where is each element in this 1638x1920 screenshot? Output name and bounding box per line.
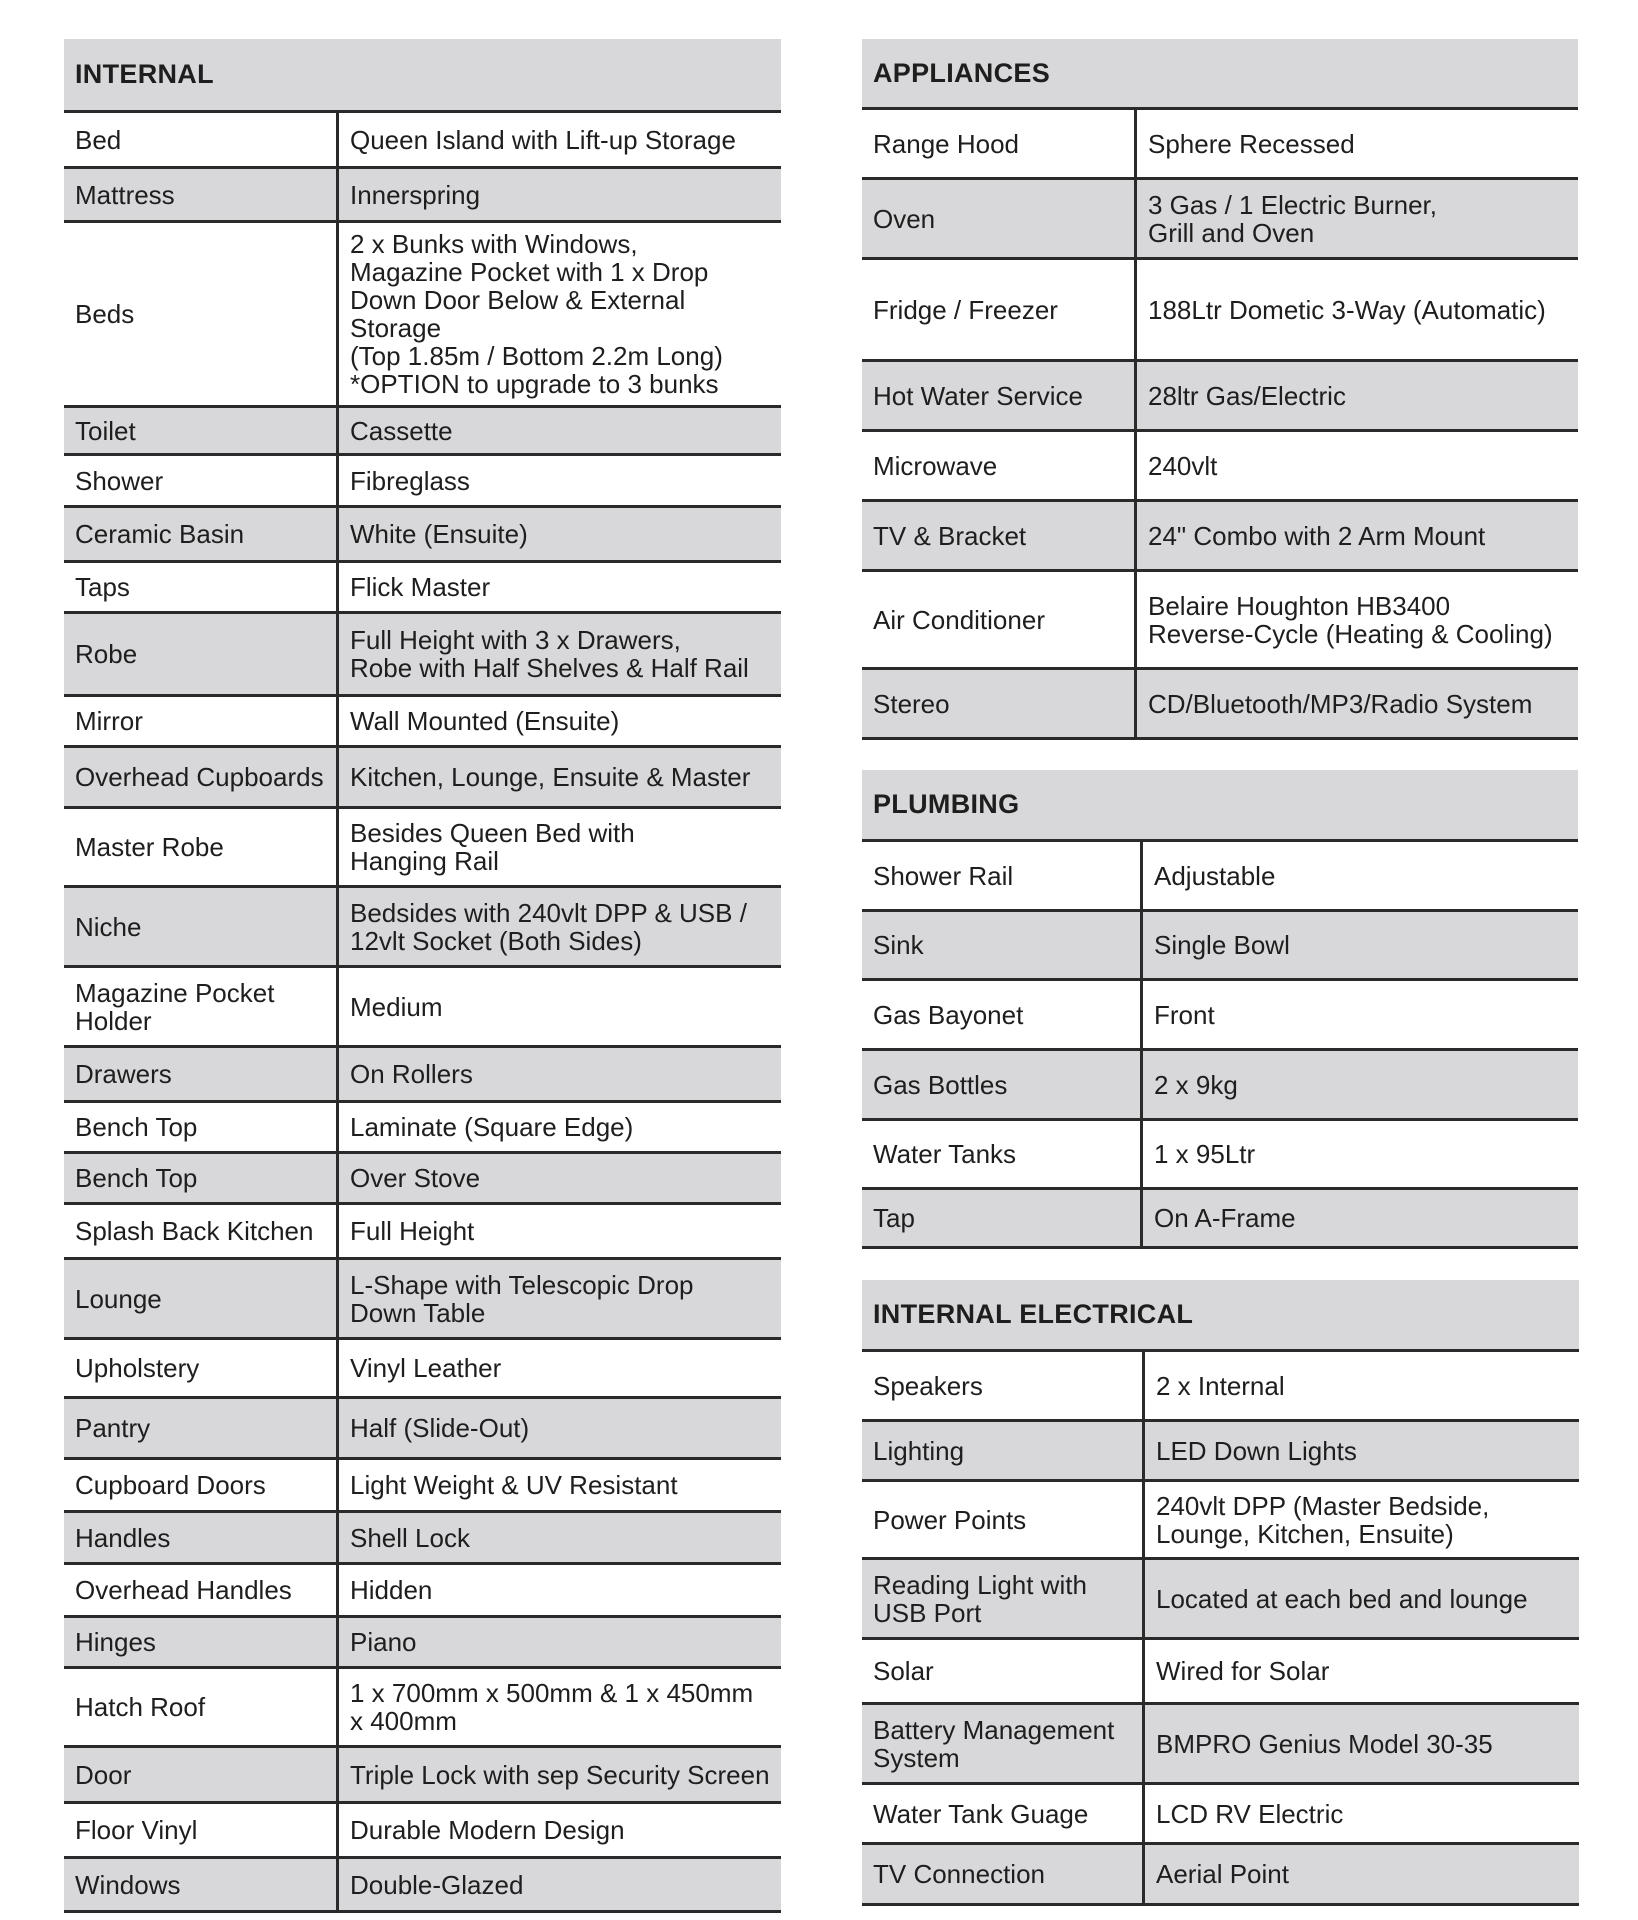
spec-label: Floor Vinyl <box>64 1804 339 1856</box>
spec-value: White (Ensuite) <box>350 519 528 549</box>
spec-label: Fridge / Freezer <box>862 260 1137 359</box>
spec-label: Shower <box>64 456 339 505</box>
spec-label: Range Hood <box>862 110 1137 177</box>
spec-label: Reading Light with USB Port <box>862 1560 1145 1637</box>
table-row <box>862 1845 1579 1906</box>
internal-section-title: INTERNAL <box>64 39 781 113</box>
spec-label: Cupboard Doors <box>64 1460 339 1510</box>
table-row <box>64 1618 781 1669</box>
table-row <box>862 1705 1579 1785</box>
spec-label: Power Points <box>862 1482 1145 1557</box>
spec-label: Ceramic Basin <box>64 508 339 560</box>
table-row <box>64 563 781 614</box>
spec-label: Bench Top <box>64 1154 339 1202</box>
spec-value: L-Shape with Telescopic Drop Down Table <box>350 1269 694 1328</box>
spec-label: Drawers <box>64 1048 339 1100</box>
table-row <box>64 113 781 169</box>
spec-value: Bedsides with 240vlt DPP & USB / 12vlt Socket (Both Sides) <box>350 897 747 956</box>
table-row <box>64 1399 781 1460</box>
spec-value: On Rollers <box>350 1059 473 1089</box>
spec-value: Flick Master <box>350 572 491 602</box>
spec-label: Mirror <box>64 697 339 745</box>
plumbing-spec-table <box>862 770 1578 1249</box>
spec-label: Air Conditioner <box>862 572 1137 667</box>
table-row <box>862 842 1578 912</box>
plumbing-section-title: PLUMBING <box>862 770 1578 842</box>
table-row <box>64 1565 781 1618</box>
spec-value: BMPRO Genius Model 30-35 <box>1156 1728 1493 1759</box>
table-row <box>64 456 781 508</box>
spec-label: Hinges <box>64 1618 339 1666</box>
spec-value: Wired for Solar <box>1156 1656 1330 1686</box>
table-row <box>862 1560 1579 1640</box>
spec-label: Lounge <box>64 1260 339 1337</box>
spec-value: Aerial Point <box>1156 1859 1289 1889</box>
table-row <box>64 223 781 408</box>
internal-electrical-section-title: INTERNAL ELECTRICAL <box>862 1280 1579 1352</box>
spec-label: Upholstery <box>64 1340 339 1396</box>
spec-value: Wall Mounted (Ensuite) <box>350 706 620 736</box>
spec-value: Cassette <box>350 415 453 446</box>
table-row <box>64 1340 781 1399</box>
appliances-section-title: APPLIANCES <box>862 39 1578 110</box>
table-row <box>64 1748 781 1804</box>
spec-label: Gas Bayonet <box>862 981 1143 1048</box>
spec-label: Splash Back Kitchen <box>64 1205 339 1257</box>
spec-value: 3 Gas / 1 Electric Burner, Grill and Oven <box>1148 189 1438 248</box>
spec-value: 2 x Bunks with Windows, Magazine Pocket with 1 x Drop Down Door Below & External Storage (Top 1.85m / Bottom 2.2m Long) *OPTION to upgrade to 3 bunks <box>350 229 723 399</box>
table-row <box>64 968 781 1048</box>
spec-value: LCD RV Electric <box>1156 1798 1344 1829</box>
table-row <box>64 1460 781 1513</box>
spec-label: Bed <box>64 113 339 166</box>
spec-label: Windows <box>64 1859 339 1910</box>
spec-value: Double-Glazed <box>350 1869 524 1900</box>
table-row <box>862 1352 1579 1422</box>
table-row <box>862 572 1578 670</box>
spec-value: Light Weight & UV Resistant <box>350 1470 678 1500</box>
table-row <box>862 362 1578 432</box>
table-row <box>64 697 781 748</box>
table-row <box>64 1205 781 1260</box>
table-row <box>862 1121 1578 1190</box>
spec-value: Single Bowl <box>1154 930 1290 960</box>
spec-label: Handles <box>64 1513 339 1562</box>
table-row <box>64 748 781 809</box>
spec-label: Bench Top <box>64 1103 339 1151</box>
spec-value: Over Stove <box>350 1163 481 1193</box>
table-row <box>862 1422 1579 1482</box>
spec-value: 28ltr Gas/Electric <box>1148 380 1346 411</box>
spec-value: Vinyl Leather <box>350 1353 502 1383</box>
table-row <box>862 912 1578 981</box>
table-row <box>64 1103 781 1154</box>
spec-label: Oven <box>862 180 1137 257</box>
spec-value: Hidden <box>350 1575 433 1605</box>
spec-value: 2 x 9kg <box>1154 1069 1238 1100</box>
spec-value: Medium <box>350 991 443 1022</box>
table-row <box>862 981 1578 1051</box>
spec-value: Queen Island with Lift-up Storage <box>350 124 736 155</box>
spec-value: 1 x 700mm x 500mm & 1 x 450mm x 400mm <box>350 1678 754 1736</box>
spec-label: Beds <box>64 223 339 405</box>
spec-value: Full Height <box>350 1216 475 1246</box>
spec-value: 1 x 95Ltr <box>1154 1139 1256 1169</box>
table-row <box>64 1804 781 1859</box>
spec-value: Adjustable <box>1154 860 1276 891</box>
spec-value: 240vlt <box>1148 450 1218 481</box>
table-row <box>862 502 1578 572</box>
spec-value: Belaire Houghton HB3400 Reverse-Cycle (Heating & Cooling) <box>1148 590 1553 649</box>
spec-label: TV & Bracket <box>862 502 1137 569</box>
spec-value: Piano <box>350 1627 417 1657</box>
table-row <box>64 614 781 697</box>
spec-label: Lighting <box>862 1422 1145 1479</box>
spec-label: Microwave <box>862 432 1137 499</box>
spec-value: Innerspring <box>350 179 481 210</box>
spec-value: Fibreglass <box>350 465 470 496</box>
table-row <box>64 408 781 456</box>
spec-label: Overhead Handles <box>64 1565 339 1615</box>
spec-label: Water Tanks <box>862 1121 1143 1187</box>
table-row <box>862 110 1578 180</box>
spec-value: Shell Lock <box>350 1522 470 1553</box>
table-row <box>862 1785 1579 1845</box>
table-row <box>64 888 781 968</box>
spec-label: Solar <box>862 1640 1145 1702</box>
spec-value: On A-Frame <box>1154 1203 1296 1233</box>
spec-value: Besides Queen Bed with Hanging Rail <box>350 818 635 876</box>
spec-value: 24" Combo with 2 Arm Mount <box>1148 520 1486 551</box>
spec-value: Half (Slide-Out) <box>350 1413 530 1443</box>
spec-label: Pantry <box>64 1399 339 1457</box>
spec-label: Speakers <box>862 1352 1145 1419</box>
spec-label: Battery Management System <box>862 1705 1145 1782</box>
spec-value: CD/Bluetooth/MP3/Radio System <box>1148 688 1533 719</box>
spec-label: Robe <box>64 614 339 694</box>
spec-label: Mattress <box>64 169 339 220</box>
spec-value: Laminate (Square Edge) <box>350 1112 634 1142</box>
table-row <box>862 1051 1578 1121</box>
table-row <box>64 1048 781 1103</box>
spec-value: Durable Modern Design <box>350 1815 625 1845</box>
spec-label: Shower Rail <box>862 842 1143 909</box>
table-row <box>64 1260 781 1340</box>
table-row <box>862 180 1578 260</box>
spec-label: Toilet <box>64 408 339 453</box>
table-row <box>64 1859 781 1913</box>
table-row <box>862 260 1578 362</box>
spec-label: Water Tank Guage <box>862 1785 1145 1842</box>
table-row <box>64 809 781 888</box>
spec-value: 188Ltr Dometic 3-Way (Automatic) <box>1148 294 1546 325</box>
table-row <box>862 1640 1579 1705</box>
internal-electrical-spec-table <box>862 1280 1579 1906</box>
table-row <box>64 508 781 563</box>
spec-value: 240vlt DPP (Master Bedside, Lounge, Kitchen, Ensuite) <box>1156 1490 1490 1549</box>
spec-value: Located at each bed and lounge <box>1156 1583 1528 1614</box>
table-row <box>862 670 1578 740</box>
table-row <box>64 169 781 223</box>
spec-label: Sink <box>862 912 1143 978</box>
spec-value: Triple Lock with sep Security Screen <box>350 1759 770 1790</box>
spec-label: Hatch Roof <box>64 1669 339 1745</box>
spec-value: Kitchen, Lounge, Ensuite & Master <box>350 762 751 792</box>
spec-label: Niche <box>64 888 339 965</box>
internal-spec-table <box>64 39 781 1913</box>
spec-label: Gas Bottles <box>862 1051 1143 1118</box>
spec-label: Stereo <box>862 670 1137 737</box>
table-row <box>64 1513 781 1565</box>
table-row <box>64 1154 781 1205</box>
spec-value: 2 x Internal <box>1156 1370 1285 1401</box>
spec-label: Magazine Pocket Holder <box>64 968 339 1045</box>
spec-value: Front <box>1154 999 1215 1030</box>
table-row <box>862 1482 1579 1560</box>
spec-value: Sphere Recessed <box>1148 128 1355 159</box>
spec-label: Master Robe <box>64 809 339 885</box>
spec-value: Full Height with 3 x Drawers, Robe with Half Shelves & Half Rail <box>350 625 749 683</box>
table-row <box>64 1669 781 1748</box>
spec-value: LED Down Lights <box>1156 1435 1357 1466</box>
spec-label: Overhead Cupboards <box>64 748 339 806</box>
spec-label: Hot Water Service <box>862 362 1137 429</box>
appliances-spec-table <box>862 39 1578 740</box>
spec-label: Taps <box>64 563 339 611</box>
spec-label: TV Connection <box>862 1845 1145 1903</box>
spec-label: Door <box>64 1748 339 1801</box>
spec-label: Tap <box>862 1190 1143 1246</box>
table-row <box>862 1190 1578 1249</box>
table-row <box>862 432 1578 502</box>
